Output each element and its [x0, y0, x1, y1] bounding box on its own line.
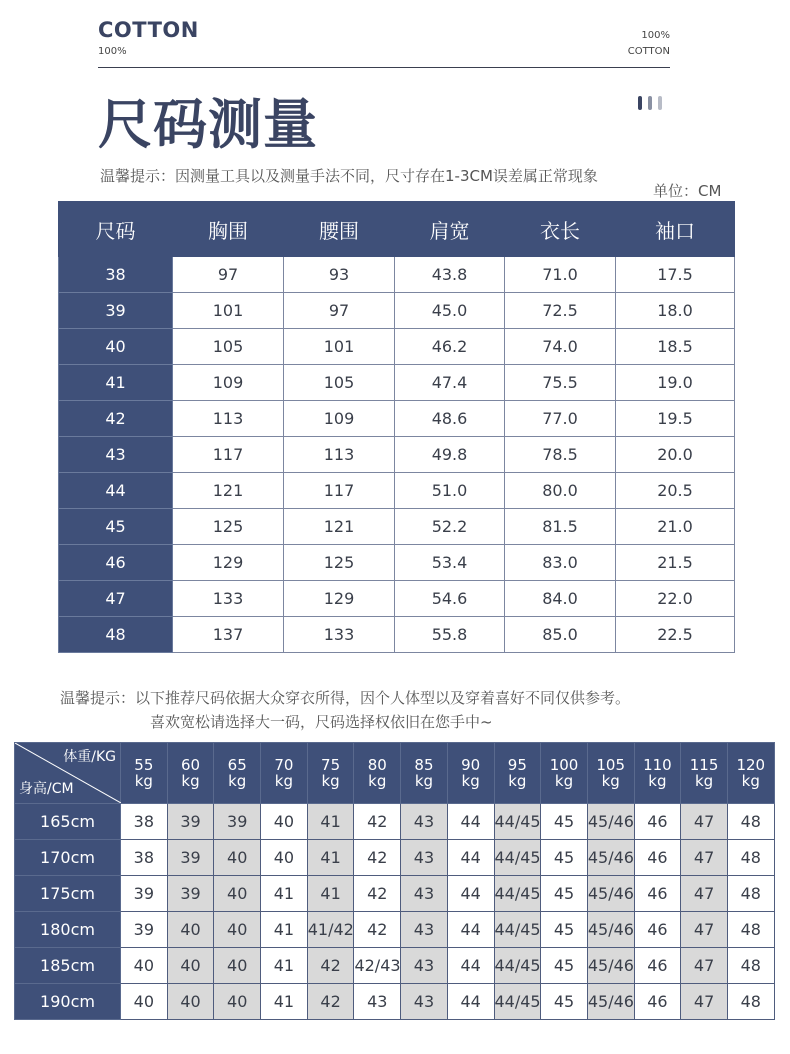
size-recommend-cell: 42	[307, 984, 354, 1020]
size-recommend-cell: 40	[214, 948, 261, 984]
size-recommend-cell: 40	[214, 876, 261, 912]
value-cell: 121	[173, 473, 284, 509]
size-recommend-cell: 40	[167, 948, 214, 984]
size-recommend-cell: 46	[634, 984, 681, 1020]
weight-header	[541, 743, 588, 804]
size-recommend-cell: 41	[307, 840, 354, 876]
weight-value: 110	[643, 756, 672, 774]
weight-unit: kg	[414, 772, 434, 790]
size-recommend-cell: 40	[261, 804, 308, 840]
size-recommend-cell: 39	[121, 876, 168, 912]
size-recommend-cell: 43	[354, 984, 401, 1020]
brand-title: COTTON	[98, 18, 199, 42]
height-cell: 180cm	[15, 912, 121, 948]
size-recommend-cell: 40	[121, 948, 168, 984]
size-recommend-cell: 44	[447, 804, 494, 840]
page-title: 尺码测量	[98, 93, 318, 156]
table-row	[59, 365, 735, 401]
header-length: 衣长	[505, 202, 616, 257]
size-recommend-cell: 48	[727, 876, 774, 912]
size-recommend-cell: 44	[447, 912, 494, 948]
value-cell: 97	[173, 257, 284, 293]
size-cell: 45	[59, 509, 173, 545]
size-recommend-cell: 44	[447, 876, 494, 912]
value-cell: 129	[173, 545, 284, 581]
table-row	[15, 876, 775, 912]
value-cell: 46.2	[395, 329, 505, 365]
size-recommend-cell: 42	[354, 876, 401, 912]
weight-value: 55	[134, 756, 154, 774]
weight-unit: kg	[648, 772, 667, 790]
size-cell: 41	[59, 365, 173, 401]
size-recommend-cell: 44/45	[494, 876, 541, 912]
weight-value: 105	[596, 756, 626, 774]
size-recommend-cell: 41	[261, 984, 308, 1020]
size-recommend-cell: 47	[681, 984, 728, 1020]
size-recommend-cell: 47	[681, 912, 728, 948]
size-recommend-cell: 44	[447, 840, 494, 876]
size-recommend-cell: 42	[354, 804, 401, 840]
weight-value: 100	[549, 756, 579, 774]
weight-value: 120	[736, 756, 766, 774]
recommend-table	[14, 742, 775, 1020]
size-recommend-cell: 45/46	[587, 912, 634, 948]
table-row	[59, 617, 735, 653]
value-cell: 21.5	[616, 545, 735, 581]
size-recommend-cell: 46	[634, 876, 681, 912]
value-cell: 75.5	[505, 365, 616, 401]
size-recommend-cell: 39	[167, 840, 214, 876]
value-cell: 105	[284, 365, 395, 401]
weight-value: 70	[274, 756, 294, 774]
value-cell: 43.8	[395, 257, 505, 293]
weight-header	[634, 743, 681, 804]
size-recommend-cell: 44/45	[494, 840, 541, 876]
size-recommend-cell: 47	[681, 876, 728, 912]
value-cell: 77.0	[505, 401, 616, 437]
size-recommend-cell: 43	[401, 912, 448, 948]
weight-header	[307, 743, 354, 804]
size-cell: 42	[59, 401, 173, 437]
weight-unit: kg	[274, 772, 294, 790]
header-chest: 胸围	[173, 202, 284, 257]
value-cell: 125	[173, 509, 284, 545]
size-recommend-cell: 44/45	[494, 804, 541, 840]
weight-header	[447, 743, 494, 804]
header-waist: 腰围	[284, 202, 395, 257]
measure-tip: 温馨提示：因测量工具以及测量手法不同，尺寸存在1-3CM误差属正常现象	[100, 167, 598, 185]
value-cell: 101	[173, 293, 284, 329]
value-cell: 121	[284, 509, 395, 545]
size-recommend-cell: 47	[681, 948, 728, 984]
value-cell: 18.5	[616, 329, 735, 365]
value-cell: 20.5	[616, 473, 735, 509]
weight-header	[727, 743, 774, 804]
height-cell: 165cm	[15, 804, 121, 840]
table-row	[59, 257, 735, 293]
size-recommend-cell: 44/45	[494, 912, 541, 948]
brand-subtitle: 100%	[98, 46, 127, 57]
value-cell: 117	[284, 473, 395, 509]
weight-header	[494, 743, 541, 804]
weight-header	[261, 743, 308, 804]
size-recommend-cell: 48	[727, 948, 774, 984]
size-recommend-cell: 45	[541, 984, 588, 1020]
size-recommend-cell: 45	[541, 876, 588, 912]
value-cell: 72.5	[505, 293, 616, 329]
weight-header	[354, 743, 401, 804]
weight-unit: kg	[321, 772, 340, 790]
weight-header	[121, 743, 168, 804]
weight-header	[401, 743, 448, 804]
size-recommend-cell: 48	[727, 984, 774, 1020]
value-cell: 83.0	[505, 545, 616, 581]
weight-value: 60	[180, 756, 201, 774]
size-recommend-cell: 39	[121, 912, 168, 948]
recommend-header	[15, 743, 775, 804]
weight-unit: kg	[741, 772, 760, 790]
weight-header	[214, 743, 261, 804]
value-cell: 19.0	[616, 365, 735, 401]
table-row	[59, 581, 735, 617]
size-recommend-cell: 40	[214, 840, 261, 876]
value-cell: 109	[173, 365, 284, 401]
weight-header	[681, 743, 728, 804]
value-cell: 113	[173, 401, 284, 437]
weight-value: 65	[227, 756, 247, 774]
size-recommend-cell: 44	[447, 984, 494, 1020]
size-cell: 44	[59, 473, 173, 509]
size-recommend-cell: 45/46	[587, 804, 634, 840]
size-recommend-cell: 48	[727, 840, 774, 876]
header-shoulder: 肩宽	[395, 202, 505, 257]
brand-right-material: COTTON	[627, 46, 670, 57]
size-recommend-cell: 45/46	[587, 984, 634, 1020]
value-cell: 133	[284, 617, 395, 653]
size-recommend-cell: 41/42	[307, 912, 354, 948]
height-cell: 185cm	[15, 948, 121, 984]
size-recommend-cell: 40	[214, 912, 261, 948]
table-row	[15, 948, 775, 984]
size-recommend-cell: 45	[541, 912, 588, 948]
size-recommend-cell: 48	[727, 912, 774, 948]
size-recommend-cell: 47	[681, 804, 728, 840]
weight-header	[587, 743, 634, 804]
size-recommend-cell: 44/45	[494, 984, 541, 1020]
size-recommend-cell: 41	[261, 912, 308, 948]
brand-right	[628, 28, 670, 60]
size-recommend-cell: 45/46	[587, 948, 634, 984]
table-row	[15, 840, 775, 876]
value-cell: 21.0	[616, 509, 735, 545]
size-cell: 43	[59, 437, 173, 473]
decor-bars-icon	[638, 96, 662, 110]
size-recommend-cell: 40	[167, 912, 214, 948]
value-cell: 55.8	[395, 617, 505, 653]
recommend-tip-2: 喜欢宽松请选择大一码，尺码选择权依旧在您手中~	[150, 713, 493, 731]
size-recommend-cell: 47	[681, 840, 728, 876]
header-divider	[98, 67, 670, 68]
weight-value: 80	[367, 756, 387, 774]
recommend-tip: 温馨提示：以下推荐尺码依据大众穿衣所得，因个人体型以及穿着喜好不同仅供参考。	[60, 689, 631, 707]
value-cell: 17.5	[616, 257, 735, 293]
weight-value: 90	[461, 756, 481, 774]
brand-left	[98, 18, 199, 57]
size-recommend-cell: 43	[401, 984, 448, 1020]
value-cell: 93	[284, 257, 395, 293]
size-recommend-cell: 46	[634, 804, 681, 840]
size-recommend-cell: 41	[307, 876, 354, 912]
size-table	[58, 201, 735, 653]
unit-label: 单位：CM	[653, 182, 722, 200]
weight-header	[167, 743, 214, 804]
value-cell: 47.4	[395, 365, 505, 401]
value-cell: 81.5	[505, 509, 616, 545]
size-recommend-cell: 46	[634, 840, 681, 876]
value-cell: 52.2	[395, 509, 505, 545]
weight-unit: kg	[508, 772, 527, 790]
size-recommend-cell: 43	[401, 840, 448, 876]
size-cell: 47	[59, 581, 173, 617]
size-cell: 40	[59, 329, 173, 365]
corner-height-label: 身高/CM	[19, 781, 74, 797]
value-cell: 97	[284, 293, 395, 329]
size-recommend-cell: 48	[727, 804, 774, 840]
value-cell: 105	[173, 329, 284, 365]
size-recommend-cell: 41	[261, 948, 308, 984]
table-row	[59, 473, 735, 509]
size-recommend-cell: 45/46	[587, 876, 634, 912]
value-cell: 84.0	[505, 581, 616, 617]
size-recommend-cell: 42/43	[354, 948, 401, 984]
value-cell: 49.8	[395, 437, 505, 473]
value-cell: 22.0	[616, 581, 735, 617]
size-cell: 48	[59, 617, 173, 653]
weight-unit: kg	[461, 772, 480, 790]
size-recommend-cell: 38	[121, 840, 168, 876]
size-recommend-cell: 44/45	[494, 948, 541, 984]
size-recommend-cell: 45	[541, 804, 588, 840]
table-row	[15, 984, 775, 1020]
value-cell: 78.5	[505, 437, 616, 473]
size-recommend-cell: 39	[214, 804, 261, 840]
size-recommend-cell: 41	[307, 804, 354, 840]
weight-unit: kg	[181, 772, 200, 790]
size-recommend-cell: 43	[401, 948, 448, 984]
value-cell: 74.0	[505, 329, 616, 365]
value-cell: 51.0	[395, 473, 505, 509]
weight-value: 115	[689, 756, 719, 774]
size-cell: 38	[59, 257, 173, 293]
size-recommend-cell: 43	[401, 804, 448, 840]
value-cell: 22.5	[616, 617, 735, 653]
weight-value: 95	[507, 756, 527, 774]
height-cell: 175cm	[15, 876, 121, 912]
size-recommend-cell: 44	[447, 948, 494, 984]
size-cell: 46	[59, 545, 173, 581]
value-cell: 133	[173, 581, 284, 617]
weight-unit: kg	[228, 772, 247, 790]
weight-unit: kg	[368, 772, 387, 790]
size-recommend-cell: 41	[261, 876, 308, 912]
size-recommend-cell: 45	[541, 948, 588, 984]
table-row	[59, 401, 735, 437]
value-cell: 48.6	[395, 401, 505, 437]
value-cell: 113	[284, 437, 395, 473]
table-row	[59, 545, 735, 581]
table-row	[59, 509, 735, 545]
table-row	[15, 804, 775, 840]
value-cell: 80.0	[505, 473, 616, 509]
size-recommend-cell: 39	[167, 804, 214, 840]
table-row	[15, 912, 775, 948]
value-cell: 20.0	[616, 437, 735, 473]
size-recommend-cell: 45	[541, 840, 588, 876]
size-recommend-cell: 40	[121, 984, 168, 1020]
size-recommend-cell: 45/46	[587, 840, 634, 876]
size-recommend-cell: 39	[167, 876, 214, 912]
size-cell: 39	[59, 293, 173, 329]
value-cell: 137	[173, 617, 284, 653]
header-size: 尺码	[59, 202, 173, 257]
value-cell: 54.6	[395, 581, 505, 617]
value-cell: 53.4	[395, 545, 505, 581]
table-row	[59, 329, 735, 365]
value-cell: 117	[173, 437, 284, 473]
value-cell: 19.5	[616, 401, 735, 437]
corner-cell	[15, 743, 121, 804]
size-recommend-cell: 40	[261, 840, 308, 876]
value-cell: 85.0	[505, 617, 616, 653]
value-cell: 109	[284, 401, 395, 437]
value-cell: 45.0	[395, 293, 505, 329]
size-recommend-cell: 40	[214, 984, 261, 1020]
weight-value: 75	[321, 756, 341, 774]
value-cell: 71.0	[505, 257, 616, 293]
value-cell: 125	[284, 545, 395, 581]
value-cell: 18.0	[616, 293, 735, 329]
value-cell: 101	[284, 329, 395, 365]
table-row	[59, 293, 735, 329]
size-recommend-cell: 46	[634, 948, 681, 984]
weight-value: 85	[414, 756, 434, 774]
weight-unit: kg	[694, 772, 714, 790]
table-row	[59, 437, 735, 473]
corner-weight-label: 体重/KG	[63, 749, 116, 765]
size-recommend-cell: 42	[307, 948, 354, 984]
height-cell: 190cm	[15, 984, 121, 1020]
height-cell: 170cm	[15, 840, 121, 876]
value-cell: 129	[284, 581, 395, 617]
size-recommend-cell: 38	[121, 804, 168, 840]
size-recommend-cell: 42	[354, 840, 401, 876]
size-recommend-cell: 43	[401, 876, 448, 912]
brand-right-percent: 100%	[641, 30, 670, 41]
weight-unit: kg	[134, 772, 153, 790]
size-recommend-cell: 46	[634, 912, 681, 948]
size-recommend-cell: 42	[354, 912, 401, 948]
size-recommend-cell: 40	[167, 984, 214, 1020]
header-cuff: 袖口	[616, 202, 735, 257]
weight-unit: kg	[554, 772, 574, 790]
size-table-header	[59, 202, 735, 257]
weight-unit: kg	[601, 772, 620, 790]
